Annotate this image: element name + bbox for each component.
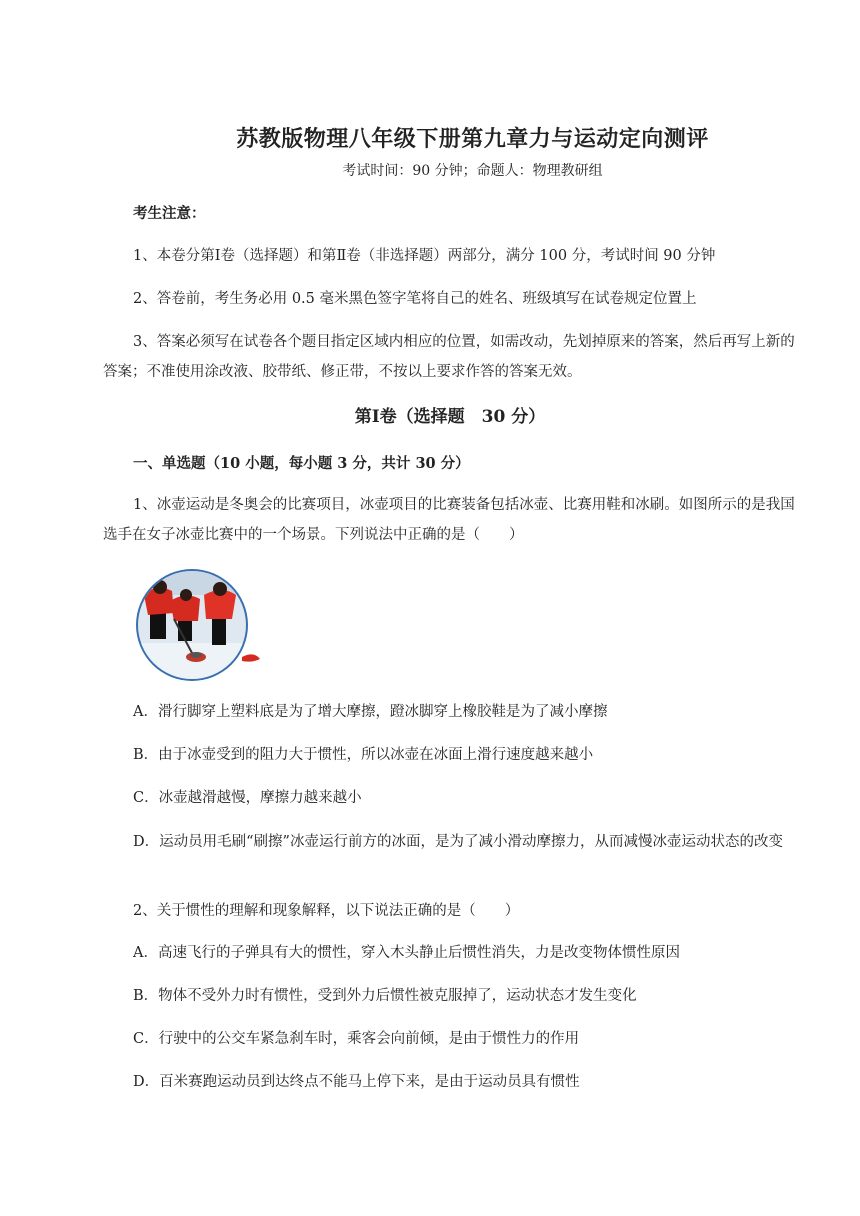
section-title bbox=[0, 402, 860, 427]
question-1-option-a: A．滑行脚穿上塑料底是为了增大摩擦，蹬冰脚穿上橡胶鞋是为了减小摩擦 bbox=[133, 704, 608, 720]
part-heading: 一、单选题（10 小题，每小题 3 分，共计 30 分） bbox=[133, 455, 470, 472]
page-title bbox=[0, 122, 860, 153]
notice-item-2: 2、答卷前，考生务必用 0.5 毫米黑色签字笔将自己的姓名、班级填写在试卷规定位置上 bbox=[133, 291, 697, 307]
page-title-text: 苏教版物理八年级下册第九章力与运动定向测评 bbox=[236, 126, 709, 152]
section-title-text: 第Ⅰ卷（选择题 30 分） bbox=[354, 407, 546, 427]
question-2-stem: 2、关于惯性的理解和现象解释，以下说法正确的是（ ） bbox=[133, 903, 520, 919]
notice-item-1: 1、本卷分第Ⅰ卷（选择题）和第Ⅱ卷（非选择题）两部分，满分 100 分，考试时间 90 分钟 bbox=[133, 248, 716, 264]
question-1-option-d: D．运动员用毛刷“刷擦”冰壶运行前方的冰面，是为了减小滑动摩擦力，从而减慢冰壶运动状态的改变 bbox=[133, 834, 783, 850]
curling-photo bbox=[134, 565, 266, 683]
question-1-option-b: B．由于冰壶受到的阻力大于惯性，所以冰壶在冰面上滑行速度越来越小 bbox=[133, 747, 594, 763]
question-2-option-a: A．高速飞行的子弹具有大的惯性，穿入木头静止后惯性消失，力是改变物体惯性原因 bbox=[133, 945, 680, 961]
curling-photo-icon bbox=[134, 565, 266, 683]
question-2-option-c: C．行驶中的公交车紧急刹车时，乘客会向前倾，是由于惯性力的作用 bbox=[133, 1031, 580, 1047]
page-subtitle bbox=[0, 160, 860, 180]
notice-item-3: 3、答案必须写在试卷各个题目指定区域内相应的位置，如需改动，先划掉原来的答案，然后再写上新的答案；不准使用涂改液、胶带纸、修正带，不按以上要求作答的答案无效。 bbox=[103, 334, 795, 380]
question-1-stem: 1、冰壶运动是冬奥会的比赛项目，冰壶项目的比赛装备包括冰壶、比赛用鞋和冰刷。如图所示的是我国选手在女子冰壶比赛中的一个场景。下列说法中正确的是（ ） bbox=[103, 497, 795, 543]
notice-heading: 考生注意： bbox=[133, 205, 206, 222]
question-1-option-c: C．冰壶越滑越慢，摩擦力越来越小 bbox=[133, 790, 362, 806]
question-2-option-d: D．百米赛跑运动员到达终点不能马上停下来，是由于运动员具有惯性 bbox=[133, 1074, 580, 1090]
question-2-option-b: B．物体不受外力时有惯性，受到外力后惯性被克服掉了，运动状态才发生变化 bbox=[133, 988, 637, 1004]
page-subtitle-text: 考试时间：90 分钟；命题人：物理教研组 bbox=[342, 163, 603, 179]
